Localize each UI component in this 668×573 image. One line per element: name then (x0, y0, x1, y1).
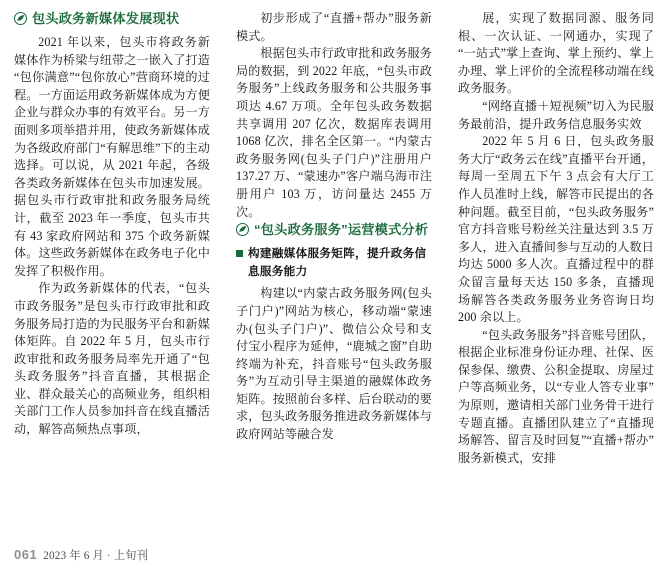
paragraph: 作为政务新媒体的代表，“包头市政务服务”是包头市行政审批和政务服务局打造的为民服务平台和新媒体矩阵。自 2022 年 5 月，包头市行政审批和政务服务局率先开通了“包头政务服务”抖音直播，其根据企业、群众最关心的高频业务，组织相关部门工作人员参加抖音在线直播活动，解答高频热点事项， (14, 281, 210, 437)
paragraph: “网络直播＋短视频”切入为民服务最前沿，提升政务信息服务实效 (458, 98, 654, 131)
section-heading-1 (14, 10, 210, 27)
column-2 (236, 10, 432, 530)
subsection-heading-1-text: 构建融媒体服务矩阵，提升政务信息服务能力 (248, 247, 427, 278)
section-heading-2 (236, 221, 432, 238)
subsection-heading-1 (236, 245, 432, 280)
paragraph: 根据包头市行政审批和政务服务局的数据，到 2022 年底，“包头市政务服务”上线政务服务和公共服务事项达 4.67 万项。全年包头政务数据共享调用 207 亿次，数据库表调用 1068 亿次，排名全区第一。“内蒙古政务服务网(包头子门户)”注册用户 137.27 万、“蒙速办”客户端乌海市注册用户 103 万，访问量达 2455 万次。 (236, 46, 432, 219)
paragraph: “包头政务服务”抖音账号团队，根据企业标准身份证办理、社保、医保参保、缴费、公积金提取、房屋过户等高频业务，以“专业人答专业事”为原则，邀请相关部门业务骨干进行专题直播。直播团队建立了“直播现场解答、留言及时回复”“直播+帮办”服务新模式，安排 (458, 327, 654, 465)
section-heading-2-text: “包头政务服务”运营模式分析 (254, 222, 429, 238)
paragraph: 2022 年 5 月 6 日，包头政务服务大厅“政务云在线”直播平台开通，每周一至周五下午 3 点会有大厅工作人员准时上线，解答市民提出的各种问题。截至目前，“包头政务服务”官方抖音账号粉丝关注量达到 3.5 万多人，进入直播间参与互动的人数日均达 5000 多人次。直播过程中的群众留言量每天达 150 多条，直播现场解答各类政务服务业务咨询日均 200 余以上。 (458, 134, 654, 325)
page-number: 061 (14, 547, 38, 562)
paragraph: 构建以“内蒙古政务服务网(包头子门户)”网站为核心，移动端“蒙速办(包头子门户)”、微信公众号和支付宝小程序为延伸，“鹿城之窗”自助终端为补充，抖音账号“包头政务服务”为互动引导主渠道的融媒体政务矩阵。按照前台多样、后台联动的要求，包头政务服务推进政务新媒体与政府网站等融合发 (236, 286, 432, 442)
square-bullet-icon (236, 250, 243, 257)
paragraph: 初步形成了“直播+帮办”服务新模式。 (236, 11, 432, 43)
column-3 (458, 10, 654, 530)
paragraph: 展，实现了数据同源、服务同根、一次认证、一网通办，实现了“一站式”掌上查询、掌上预约、掌上办理、掌上评价的全流程移动端在线政务服务。 (458, 11, 654, 96)
issue-label: 2023 年 6 月 · 上旬刊 (43, 550, 149, 562)
column-1 (14, 10, 210, 530)
section-heading-1-text: 包头政务新媒体发展现状 (32, 11, 180, 26)
leaf-ornament-icon (14, 12, 27, 25)
page-footer (14, 547, 148, 563)
leaf-ornament-icon (236, 223, 249, 236)
paragraph: 2021 年以来，包头市将政务新媒体作为桥梁与纽带之一嵌入了打造“包你满意”“包你放心”营商环境的过程。一方面运用政务新媒体成为方便企业与群众办事的有效平台。另一方面则多项举措并用，使政务新媒体成为各级政府部门“有解思维”下的主动选择。可以说，从 2021 年起，各级各类政务新媒体在包头市加速发展。据包头市行政审批和政务服务局统计，截至 2023 年一季度，包头市共有 43 家政府网站和 375 个政务新媒体。这些政务新媒体在政务电子化中发挥了积极作用。 (14, 35, 210, 278)
